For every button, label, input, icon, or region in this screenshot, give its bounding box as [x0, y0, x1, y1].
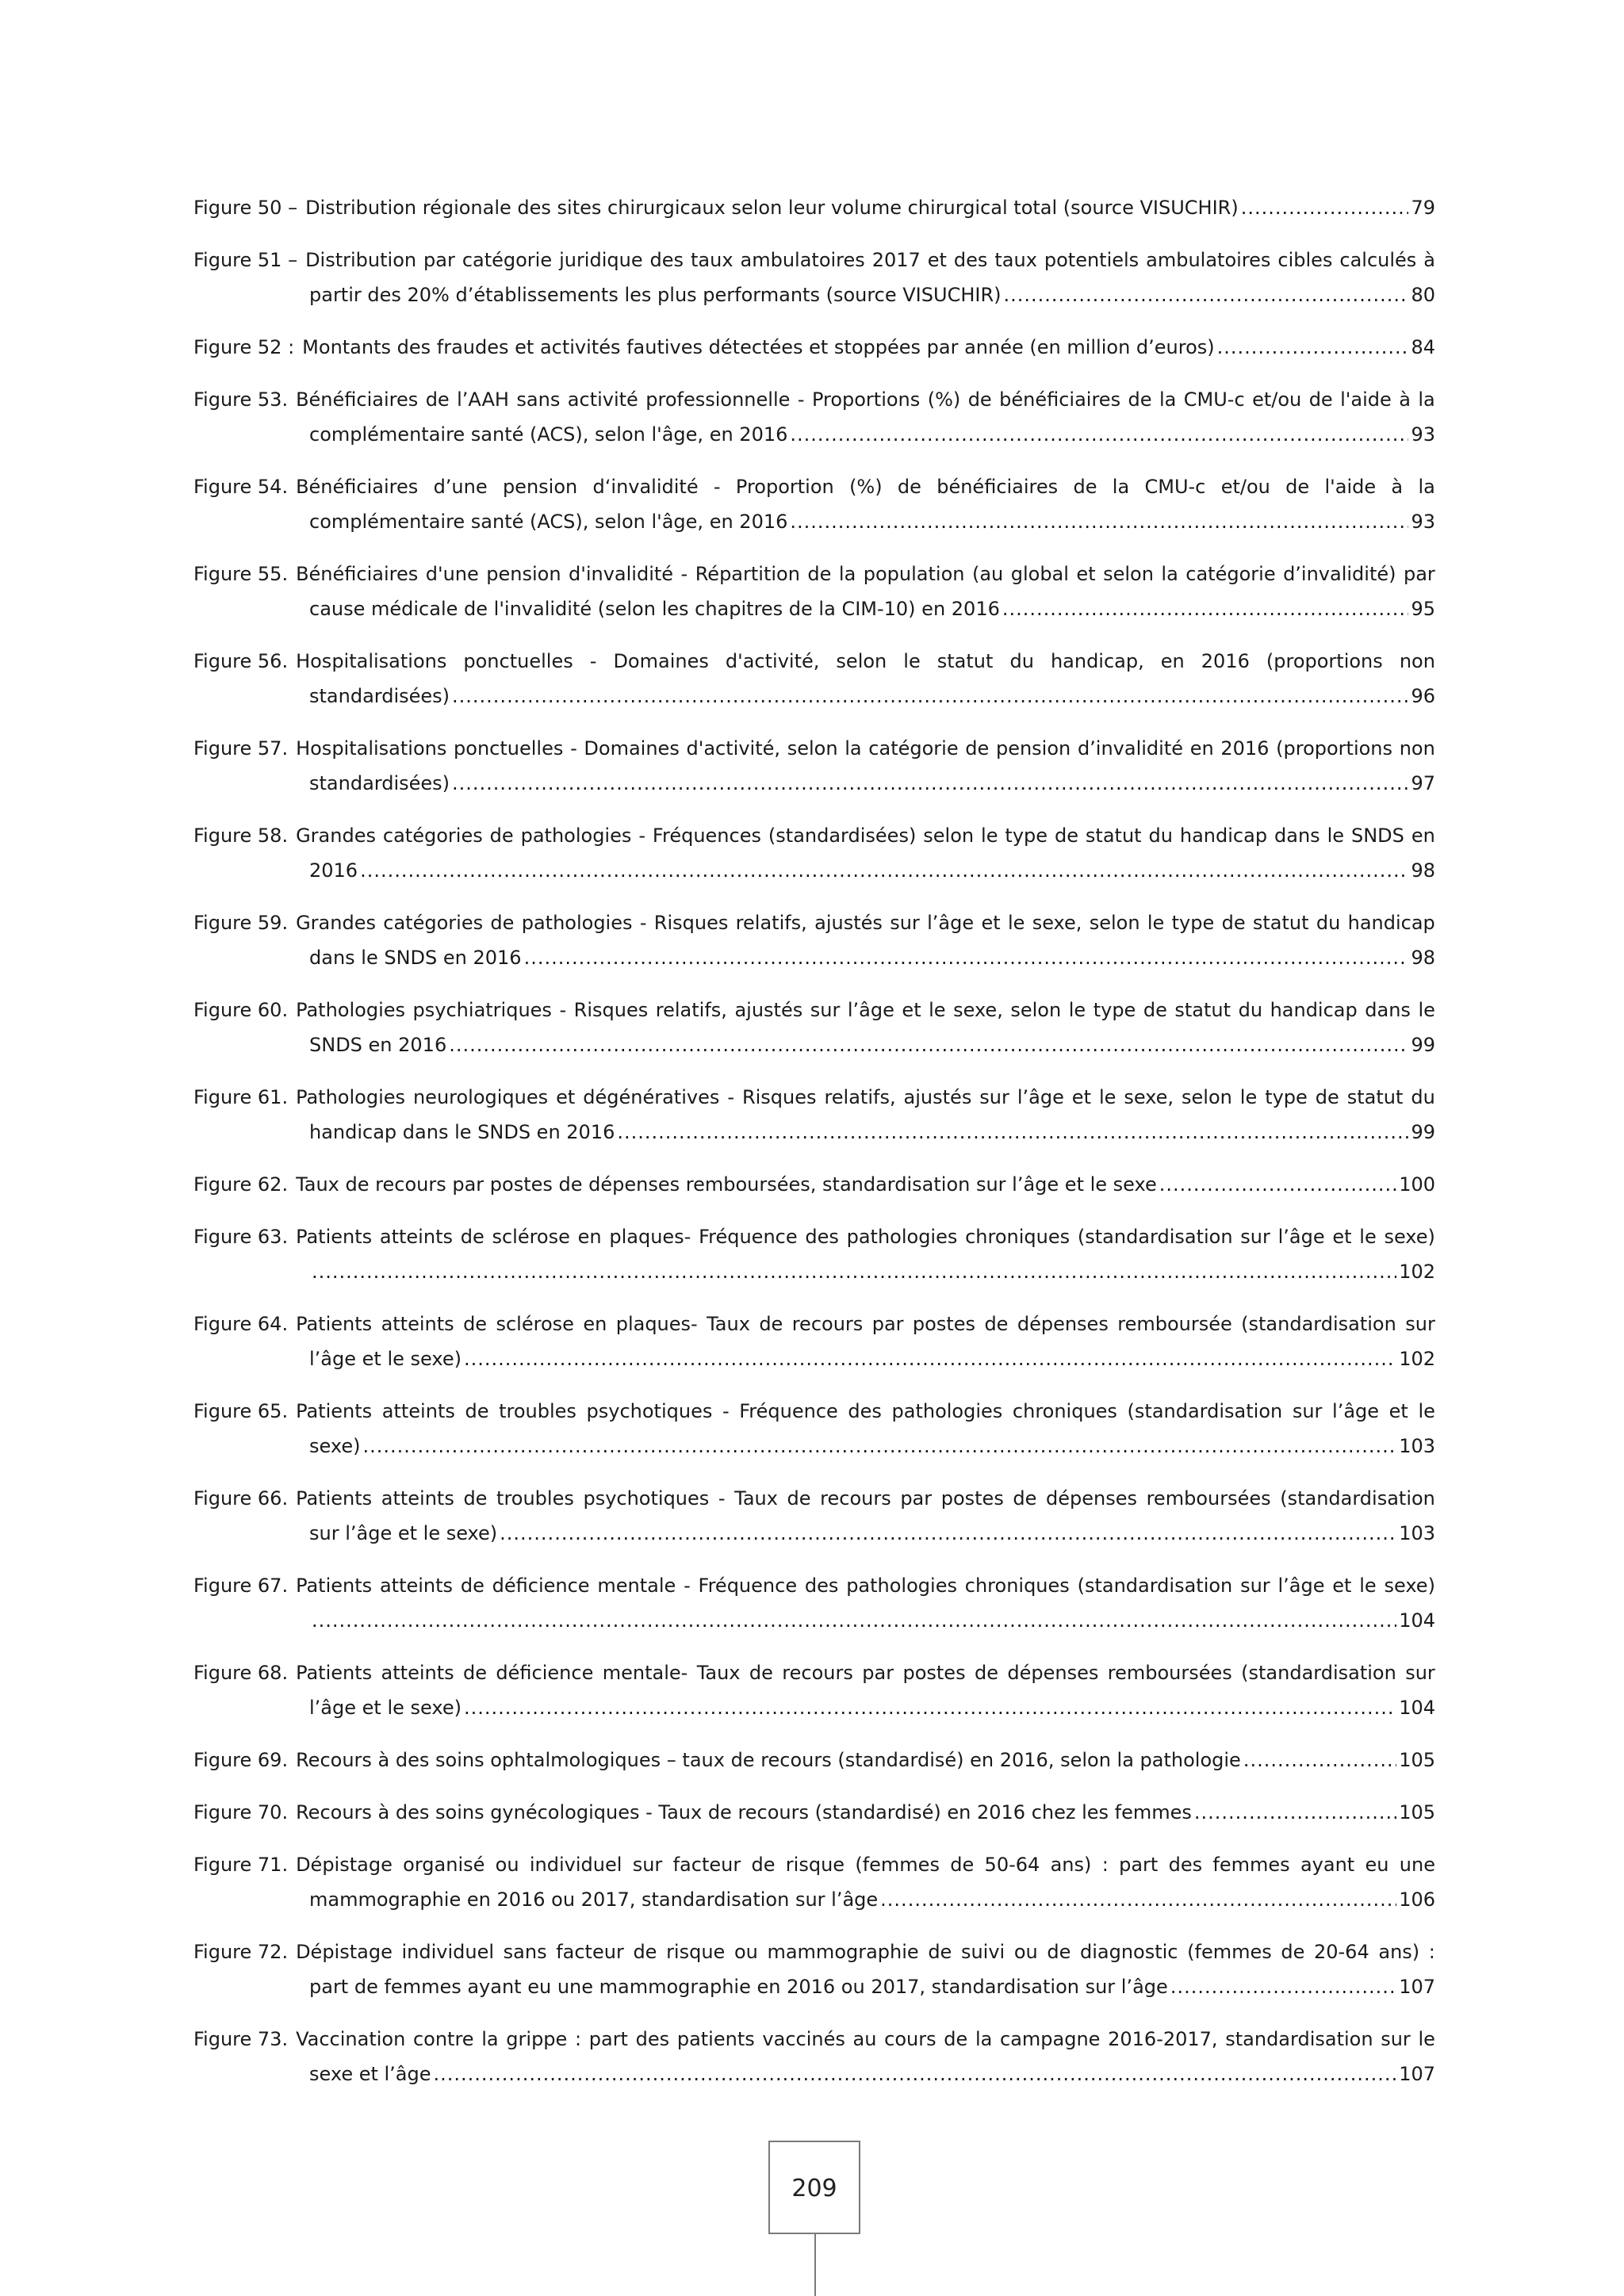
figure-label: Figure 61.: [193, 1086, 289, 1108]
page-ref: 93: [1411, 511, 1435, 533]
dot-leader: [1159, 1167, 1396, 1202]
dot-leader: [524, 940, 1409, 975]
toc-entry[interactable]: [193, 644, 1435, 714]
figure-label: Figure 68.: [193, 1662, 289, 1684]
page-ref: 105: [1399, 1801, 1435, 1823]
figure-label: Figure 71.: [193, 1854, 289, 1876]
toc-entry-continuation: [193, 2057, 1435, 2091]
toc-entry[interactable]: [193, 993, 1435, 1062]
toc-entry[interactable]: [193, 1080, 1435, 1150]
toc-entry-continuation: [193, 1516, 1435, 1551]
figure-title: Distribution régionale des sites chirurgicaux selon leur volume chirurgical total (source VISUCHIR): [305, 197, 1239, 219]
figure-title-continued: sur l’âge et le sexe): [309, 1522, 498, 1544]
dot-leader: [452, 766, 1408, 801]
figure-title: Hospitalisations ponctuelles - Domaines d'activité, selon la catégorie de pension d’invalidité en 2016 (proportions non: [296, 737, 1435, 760]
dot-leader: [449, 1027, 1408, 1062]
toc-entry-line: [193, 190, 1435, 225]
figure-title: Dépistage organisé ou individuel sur facteur de risque (femmes de 50-64 ans) : part des femmes ayant eu une: [296, 1854, 1435, 1876]
toc-entry[interactable]: [193, 1795, 1435, 1830]
figure-title-continued: standardisées): [309, 685, 450, 707]
figure-title: Patients atteints de troubles psychotiques - Fréquence des pathologies chroniques (standardisation sur l’âge et le: [296, 1400, 1435, 1422]
figure-label: Figure 70.: [193, 1801, 289, 1823]
toc-entry-line: [193, 1847, 1435, 1882]
page-ref: 79: [1411, 197, 1435, 219]
toc-entry-continuation: [193, 1429, 1435, 1464]
toc-entry[interactable]: [193, 2022, 1435, 2091]
page-number: 209: [768, 2141, 860, 2234]
toc-entry[interactable]: [193, 1481, 1435, 1551]
dot-leader: [434, 2057, 1397, 2091]
figure-label: Figure 57.: [193, 737, 289, 760]
toc-entry[interactable]: [193, 382, 1435, 452]
dot-leader: [312, 1254, 1396, 1289]
toc-entry[interactable]: [193, 731, 1435, 801]
toc-entry-line: [193, 1307, 1435, 1341]
figure-label: Figure 66.: [193, 1487, 289, 1510]
figure-title-continued: mammographie en 2016 ou 2017, standardisation sur l’âge: [309, 1888, 879, 1911]
toc-entry-line: [193, 557, 1435, 591]
toc-entry-line: [193, 469, 1435, 504]
figure-title: Patients atteints de sclérose en plaques- Taux de recours par postes de dépenses remboursée (standardisation sur: [296, 1313, 1435, 1335]
page-ref: 104: [1399, 1697, 1435, 1719]
dot-leader: [1194, 1795, 1396, 1830]
toc-entry-line: [193, 905, 1435, 940]
figure-label: Figure 72.: [193, 1941, 289, 1963]
figure-label: Figure 63.: [193, 1226, 289, 1248]
figure-title: Grandes catégories de pathologies - Fréquences (standardisées) selon le type de statut du handicap dans le SNDS en: [296, 825, 1435, 847]
toc-entry-line: [193, 2022, 1435, 2057]
figure-title-continued: l’âge et le sexe): [309, 1697, 462, 1719]
toc-entry-line: [193, 1655, 1435, 1690]
toc-entry-line: [193, 731, 1435, 766]
dot-leader: [880, 1882, 1396, 1917]
toc-entry-continuation: [193, 1690, 1435, 1725]
dot-leader: [617, 1115, 1408, 1150]
dot-leader: [1243, 1743, 1396, 1777]
page-ref: 103: [1399, 1435, 1435, 1457]
figure-title-continued: complémentaire santé (ACS), selon l'âge, en 2016: [309, 511, 788, 533]
figure-title-continued: part de femmes ayant eu une mammographie en 2016 ou 2017, standardisation sur l’âge: [309, 1976, 1168, 1998]
toc-entry[interactable]: [193, 469, 1435, 539]
toc-entry[interactable]: [193, 1743, 1435, 1777]
dot-leader: [1217, 330, 1409, 365]
toc-entry-line: [193, 1934, 1435, 1969]
page-ref: 105: [1399, 1749, 1435, 1771]
toc-entry-continuation: [193, 417, 1435, 452]
toc-entry-continuation: [193, 1341, 1435, 1376]
figure-title-continued: sexe et l’âge: [309, 2063, 431, 2085]
page-ref: 107: [1399, 1976, 1435, 1998]
page-ref: 93: [1411, 423, 1435, 446]
toc-entry-line: [193, 1743, 1435, 1777]
figure-title: Recours à des soins gynécologiques - Taux de recours (standardisé) en 2016 chez les femmes: [296, 1801, 1192, 1823]
page-ref: 103: [1399, 1522, 1435, 1544]
toc-entry[interactable]: [193, 1307, 1435, 1376]
toc-entry-continuation: [193, 1115, 1435, 1150]
toc-entry-continuation: [193, 1969, 1435, 2004]
dot-leader: [1003, 277, 1408, 312]
figure-title: Recours à des soins ophtalmologiques – taux de recours (standardisé) en 2016, selon la pathologie: [296, 1749, 1241, 1771]
figure-label: Figure 53.: [193, 388, 289, 411]
toc-entry[interactable]: [193, 1219, 1435, 1289]
page-ref: 104: [1399, 1609, 1435, 1632]
toc-entry[interactable]: [193, 1568, 1435, 1638]
page-ref: 96: [1411, 685, 1435, 707]
figure-title-continued: SNDS en 2016: [309, 1034, 447, 1056]
page-ref: 95: [1411, 598, 1435, 620]
toc-entry-line: [193, 1394, 1435, 1429]
toc-entry-line: [193, 818, 1435, 853]
figure-title-continued: cause médicale de l'invalidité (selon les chapitres de la CIM-10) en 2016: [309, 598, 1000, 620]
figure-label: Figure 50 –: [193, 197, 298, 219]
figure-title-continued: complémentaire santé (ACS), selon l'âge, en 2016: [309, 423, 788, 446]
toc-entry-continuation: [193, 766, 1435, 801]
toc-entry-line: [193, 330, 1435, 365]
toc-entry-continuation: [193, 504, 1435, 539]
figure-label: Figure 59.: [193, 912, 289, 934]
figure-title-continued: dans le SNDS en 2016: [309, 947, 522, 969]
toc-entry-continuation: [193, 1254, 1435, 1289]
toc-entry-continuation: [193, 679, 1435, 714]
figure-label: Figure 62.: [193, 1173, 289, 1196]
figure-title: Montants des fraudes et activités fautives détectées et stoppées par année (en million d’euros): [302, 336, 1215, 358]
toc-entry[interactable]: [193, 243, 1435, 312]
toc-entry[interactable]: [193, 190, 1435, 225]
toc-entry[interactable]: [193, 330, 1435, 365]
figure-label: Figure 67.: [193, 1575, 289, 1597]
toc-entry-line: [193, 243, 1435, 277]
toc-entry-line: [193, 1795, 1435, 1830]
toc-entry-line: [193, 1219, 1435, 1254]
figure-title: Patients atteints de déficience mentale - Fréquence des pathologies chroniques (standardisation sur l’âge et le sexe): [296, 1575, 1435, 1597]
page-ref: 80: [1411, 284, 1435, 306]
dot-leader: [1002, 591, 1409, 626]
toc-entry[interactable]: [193, 557, 1435, 626]
toc-entry[interactable]: [193, 1934, 1435, 2004]
list-of-figures: [193, 190, 1435, 2109]
page-ref: 102: [1399, 1261, 1435, 1283]
page-ref: 98: [1411, 947, 1435, 969]
toc-entry-line: [193, 1481, 1435, 1516]
dot-leader: [790, 504, 1408, 539]
page-ref: 99: [1411, 1034, 1435, 1056]
figure-title: Pathologies psychiatriques - Risques relatifs, ajustés sur l’âge et le sexe, selon le type de statut du handicap dans le: [296, 999, 1435, 1021]
figure-label: Figure 55.: [193, 563, 289, 585]
figure-title-continued: 2016: [309, 859, 358, 882]
page-ref: 97: [1411, 772, 1435, 794]
figure-label: Figure 69.: [193, 1749, 289, 1771]
page-ref: 102: [1399, 1348, 1435, 1370]
figure-label: Figure 65.: [193, 1400, 289, 1422]
page-ref: 106: [1399, 1888, 1435, 1911]
toc-entry-continuation: [193, 591, 1435, 626]
dot-leader: [1170, 1969, 1396, 2004]
figure-title: Grandes catégories de pathologies - Risques relatifs, ajustés sur l’âge et le sexe, selon le type de statut du handicap: [296, 912, 1435, 934]
figure-title: Patients atteints de troubles psychotiques - Taux de recours par postes de dépenses remboursées (standardisation: [296, 1487, 1435, 1510]
toc-entry[interactable]: [193, 905, 1435, 975]
figure-title: Patients atteints de déficience mentale- Taux de recours par postes de dépenses remboursées (standardisation sur: [296, 1662, 1435, 1684]
figure-title-continued: handicap dans le SNDS en 2016: [309, 1121, 615, 1143]
dot-leader: [1241, 190, 1409, 225]
toc-entry-continuation: [193, 940, 1435, 975]
toc-entry-line: [193, 993, 1435, 1027]
dot-leader: [500, 1516, 1396, 1551]
figure-title: Distribution par catégorie juridique des taux ambulatoires 2017 et des taux potentiels ambulatoires cibles calculés à: [305, 249, 1435, 271]
toc-entry[interactable]: [193, 1394, 1435, 1464]
dot-leader: [790, 417, 1408, 452]
page-ref: 107: [1399, 2063, 1435, 2085]
figure-title: Vaccination contre la grippe : part des patients vaccinés au cours de la campagne 2016-2017, standardisation sur le: [296, 2028, 1435, 2050]
figure-title: Hospitalisations ponctuelles - Domaines d'activité, selon le statut du handicap, en 2016 (proportions non: [296, 650, 1435, 672]
figure-title: Bénéficiaires d’une pension d‘invalidité - Proportion (%) de bénéficiaires de la CMU-c et/ou de l'aide à la: [296, 476, 1435, 498]
toc-entry-line: [193, 644, 1435, 679]
figure-label: Figure 54.: [193, 476, 289, 498]
figure-label: Figure 51 –: [193, 249, 298, 271]
toc-entry-continuation: [193, 853, 1435, 888]
dot-leader: [362, 1429, 1396, 1464]
figure-title: Taux de recours par postes de dépenses remboursées, standardisation sur l’âge et le sexe: [296, 1173, 1157, 1196]
page-ref: 98: [1411, 859, 1435, 882]
figure-label: Figure 64.: [193, 1313, 289, 1335]
figure-title-continued: l’âge et le sexe): [309, 1348, 462, 1370]
dot-leader: [464, 1690, 1396, 1725]
figure-label: Figure 58.: [193, 825, 289, 847]
toc-entry-continuation: [193, 1027, 1435, 1062]
toc-entry[interactable]: [193, 1655, 1435, 1725]
figure-label: Figure 73.: [193, 2028, 289, 2050]
page-number-stem: [814, 2234, 816, 2296]
toc-entry-continuation: [193, 277, 1435, 312]
toc-entry-continuation: [193, 1603, 1435, 1638]
dot-leader: [360, 853, 1408, 888]
dot-leader: [464, 1341, 1396, 1376]
toc-entry-line: [193, 382, 1435, 417]
figure-title: Pathologies neurologiques et dégénératives - Risques relatifs, ajustés sur l’âge et le sexe, selon le type de statut du: [296, 1086, 1435, 1108]
figure-title: Dépistage individuel sans facteur de risque ou mammographie de suivi ou de diagnostic (femmes de 20-64 ans) :: [296, 1941, 1435, 1963]
figure-title: Bénéficiaires de l’AAH sans activité professionnelle - Proportions (%) de bénéficiaires de la CMU-c et/ou de l'aide à la: [296, 388, 1435, 411]
figure-title: Patients atteints de sclérose en plaques- Fréquence des pathologies chroniques (standardisation sur l’âge et le sexe): [296, 1226, 1435, 1248]
figure-label: Figure 52 :: [193, 336, 295, 358]
toc-entry-line: [193, 1167, 1435, 1202]
figure-title: Bénéficiaires d'une pension d'invalidité - Répartition de la population (au global et selon la catégorie d’invalidité) par: [296, 563, 1435, 585]
toc-entry[interactable]: [193, 1167, 1435, 1202]
figure-title-continued: partir des 20% d’établissements les plus performants (source VISUCHIR): [309, 284, 1002, 306]
dot-leader: [452, 679, 1408, 714]
figure-title-continued: standardisées): [309, 772, 450, 794]
dot-leader: [312, 1603, 1396, 1638]
page-ref: 100: [1399, 1173, 1435, 1196]
toc-entry[interactable]: [193, 818, 1435, 888]
toc-entry-continuation: [193, 1882, 1435, 1917]
toc-entry[interactable]: [193, 1847, 1435, 1917]
figure-label: Figure 56.: [193, 650, 289, 672]
figure-title-continued: sexe): [309, 1435, 361, 1457]
toc-entry-line: [193, 1080, 1435, 1115]
page-ref: 84: [1411, 336, 1435, 358]
page-ref: 99: [1411, 1121, 1435, 1143]
toc-entry-line: [193, 1568, 1435, 1603]
figure-label: Figure 60.: [193, 999, 289, 1021]
